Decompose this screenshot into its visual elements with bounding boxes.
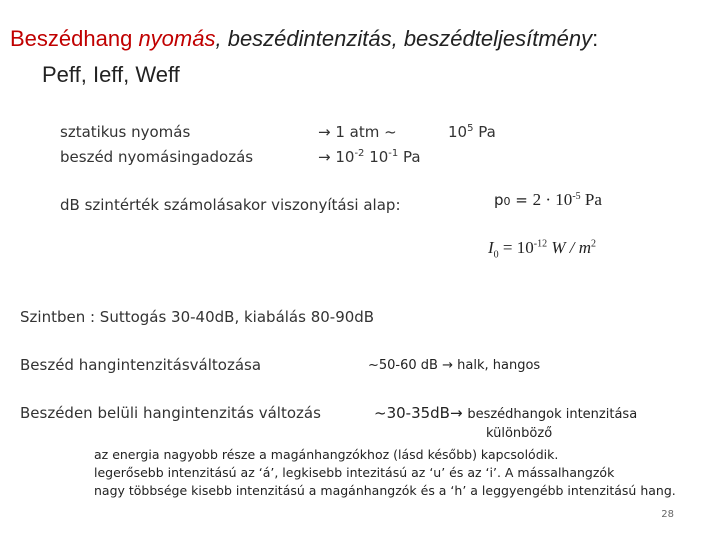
note-line-2: legerősebb intenzitású az ‘á’, legkisebb intezitású az ‘u’ és az ‘i’. A mássalhangzók — [94, 465, 615, 480]
static-pressure-label: sztatikus nyomás — [60, 123, 191, 141]
note-line-3: nagy többsége kisebb intenzitású a magánhangzók és a ‘h’ a leggyengébb intenzitású hang. — [94, 483, 676, 498]
i0-unit: W / m — [547, 238, 592, 257]
speech-unit: Pa — [398, 148, 421, 166]
within-value — [374, 404, 637, 422]
p0-eq: = — [510, 191, 533, 209]
arrow-icon: → — [318, 123, 331, 141]
speech-value-b-sup: -1 — [388, 148, 399, 159]
change-value — [368, 358, 540, 373]
p0-label: p — [494, 191, 504, 209]
levels-line: Szintben : Suttogás 30-40dB, kiabálás 80-90dB — [20, 308, 375, 326]
title-part-1: Beszédhang — [10, 26, 139, 51]
slide-title — [10, 26, 598, 52]
static-value-text: 1 atm ~ — [335, 123, 397, 141]
change-result: halk, hangos — [457, 358, 541, 373]
i0-sup: -12 — [533, 238, 548, 250]
speech-value-a-sup: -2 — [354, 148, 365, 159]
i0-sub: 0 — [493, 249, 499, 261]
p0-unit: Pa — [580, 190, 602, 209]
within-result-line2: különböző — [486, 426, 553, 441]
db-reference-label: dB szintérték számolásakor viszonyítási alap: — [60, 196, 401, 214]
speech-value-b: 10 — [364, 148, 389, 166]
within-result: beszédhangok intenzitása — [467, 407, 638, 422]
static-unit: Pa — [473, 123, 496, 141]
static-pressure-value — [318, 123, 397, 141]
change-label: Beszéd hangintenzitásváltozása — [20, 356, 262, 374]
title-part-2: nyomás — [138, 26, 216, 51]
within-label: Beszéden belüli hangintenzitás változás — [20, 404, 321, 422]
i0-label: I — [488, 238, 494, 257]
i0-unit-sup: 2 — [591, 238, 597, 250]
arrow-icon: → — [442, 358, 454, 373]
speech-value-a: 10 — [335, 148, 355, 166]
change-value-text: ~50-60 dB — [368, 358, 438, 373]
p0-formula — [494, 190, 602, 210]
i0-value: = 10 — [498, 238, 534, 257]
static-exp-sup: 5 — [467, 123, 474, 134]
speech-pressure-value — [318, 148, 421, 166]
page-number: 28 — [661, 509, 674, 520]
within-value-text: ~30-35dB — [374, 404, 450, 422]
title-part-3: , beszédintenzitás, beszédteljesítmény — [215, 26, 593, 51]
title-part-4: : — [592, 26, 599, 51]
slide-subtitle: Peff, Ieff, Weff — [42, 62, 180, 87]
speech-pressure-label: beszéd nyomásingadozás — [60, 148, 254, 166]
arrow-icon: → — [449, 404, 463, 422]
p0-value: 2 · 10 — [532, 190, 573, 209]
p0-sup: -5 — [572, 191, 581, 202]
i0-formula — [488, 238, 596, 260]
note-line-1: az energia nagyobb része a magánhangzókhoz (lásd később) kapcsolódik. — [94, 447, 559, 462]
static-exponent — [448, 123, 496, 141]
static-exp-base: 10 — [448, 123, 468, 141]
arrow-icon: → — [318, 148, 331, 166]
p0-sub: 0 — [503, 195, 511, 208]
